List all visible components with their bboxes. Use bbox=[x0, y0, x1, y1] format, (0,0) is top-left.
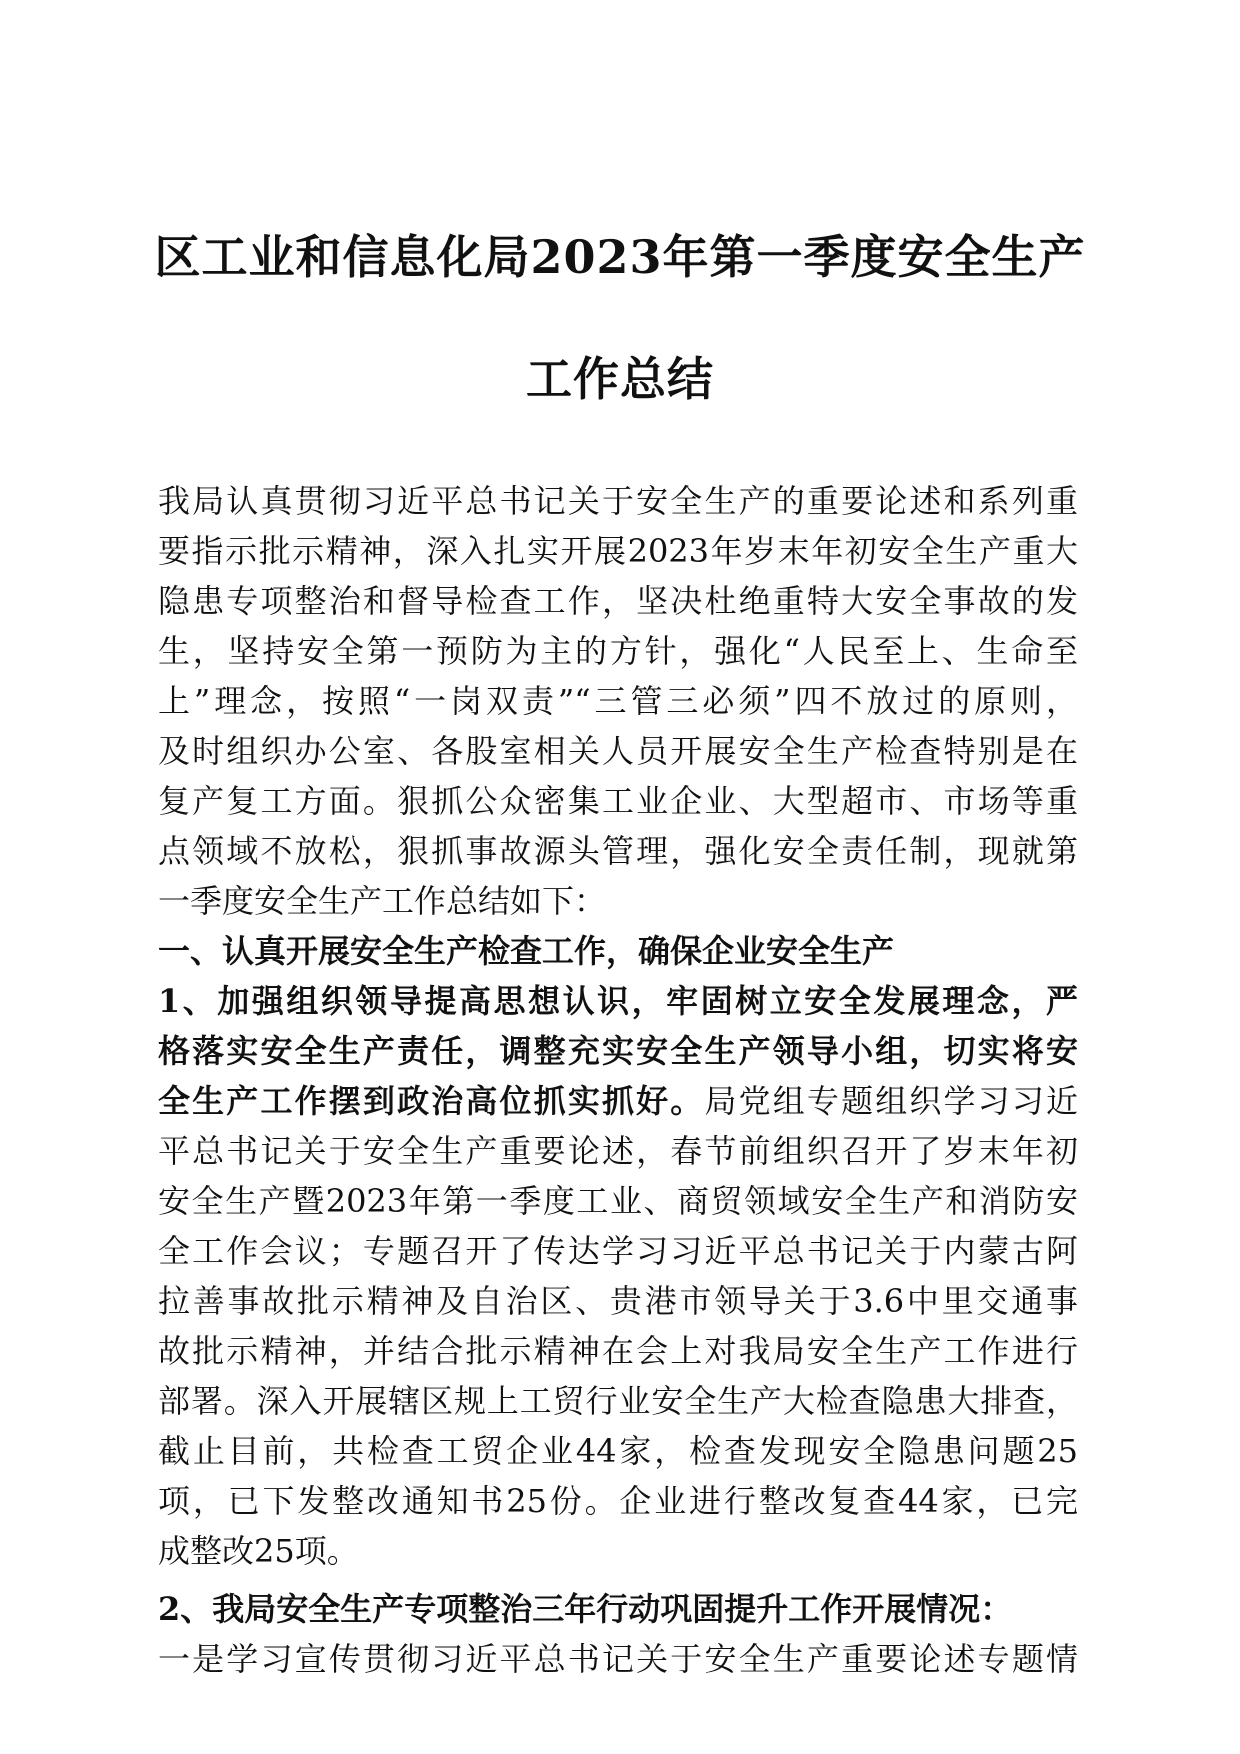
document-body bbox=[158, 476, 1078, 1684]
paragraph-spacer bbox=[158, 1576, 1078, 1584]
intro-line: 我局认真贯彻习近平总书记关于安全生产的重要论述和系列重 bbox=[158, 482, 1078, 520]
intro-line: 隐患专项整治和督导检查工作，坚决杜绝重特大安全事故的发 bbox=[158, 582, 1078, 620]
paragraph-1-line: 部署。深入开展辖区规上工贸行业安全生产大检查隐患大排查， bbox=[158, 1382, 1078, 1420]
paragraph-2-line: 一是学习宣传贯彻习近平总书记关于安全生产重要论述专题情 bbox=[158, 1640, 1078, 1678]
paragraph-1-normal-tail: 局党组专题组织学习习近 bbox=[704, 1082, 1078, 1120]
paragraph-1 bbox=[158, 976, 1078, 1576]
document-title-line-1: 区工业和信息化局2023年第一季度安全生产 bbox=[154, 230, 1086, 284]
paragraph-2-heading: 2、我局安全生产专项整治三年行动巩固提升工作开展情况： bbox=[158, 1590, 1013, 1628]
paragraph-1-line: 成整改25项。 bbox=[158, 1532, 359, 1570]
paragraph-1-bold-line: 格落实安全生产责任，调整充实安全生产领导小组，切实将安 bbox=[158, 1032, 1078, 1070]
intro-line: 复产复工方面。狠抓公众密集工业企业、大型超市、市场等重 bbox=[158, 782, 1078, 820]
intro-paragraph bbox=[158, 476, 1078, 926]
paragraph-1-bold-lead: 全生产工作摆到政治高位抓实抓好。 bbox=[158, 1082, 705, 1120]
intro-line: 生，坚持安全第一预防为主的方针，强化“人民至上、生命至 bbox=[158, 632, 1078, 670]
paragraph-1-line: 安全生产暨2023年第一季度工业、商贸领域安全生产和消防安 bbox=[158, 1182, 1078, 1220]
intro-line: 要指示批示精神，深入扎实开展2023年岁末年初安全生产重大 bbox=[158, 532, 1078, 570]
paragraph-1-line: 项，已下发整改通知书25份。企业进行整改复查44家，已完 bbox=[158, 1482, 1078, 1520]
paragraph-1-line: 全工作会议；专题召开了传达学习习近平总书记关于内蒙古阿 bbox=[158, 1232, 1078, 1270]
paragraph-1-line: 平总书记关于安全生产重要论述，春节前组织召开了岁末年初 bbox=[158, 1132, 1078, 1170]
intro-line: 一季度安全生产工作总结如下： bbox=[158, 882, 607, 920]
intro-line: 及时组织办公室、各股室相关人员开展安全生产检查特别是在 bbox=[158, 732, 1078, 770]
intro-line: 上”理念，按照“一岗双责”“三管三必须”四不放过的原则， bbox=[158, 682, 1078, 720]
paragraph-1-line: 拉善事故批示精神及自治区、贵港市领导关于3.6中里交通事 bbox=[158, 1282, 1078, 1320]
paragraph-1-mixed-line bbox=[158, 1076, 1078, 1126]
section-1-heading: 一、认真开展安全生产检查工作，确保企业安全生产 bbox=[158, 932, 895, 970]
intro-line: 点领域不放松，狠抓事故源头管理，强化安全责任制，现就第 bbox=[158, 832, 1078, 870]
paragraph-1-line: 故批示精神，并结合批示精神在会上对我局安全生产工作进行 bbox=[158, 1332, 1078, 1370]
paragraph-1-bold-line: 1、加强组织领导提高思想认识，牢固树立安全发展理念，严 bbox=[158, 982, 1078, 1020]
paragraph-1-line: 截止目前，共检查工贸企业44家，检查发现安全隐患问题25 bbox=[158, 1432, 1078, 1470]
paragraph-2 bbox=[158, 1584, 1078, 1684]
document-title-line-2: 工作总结 bbox=[526, 352, 714, 406]
